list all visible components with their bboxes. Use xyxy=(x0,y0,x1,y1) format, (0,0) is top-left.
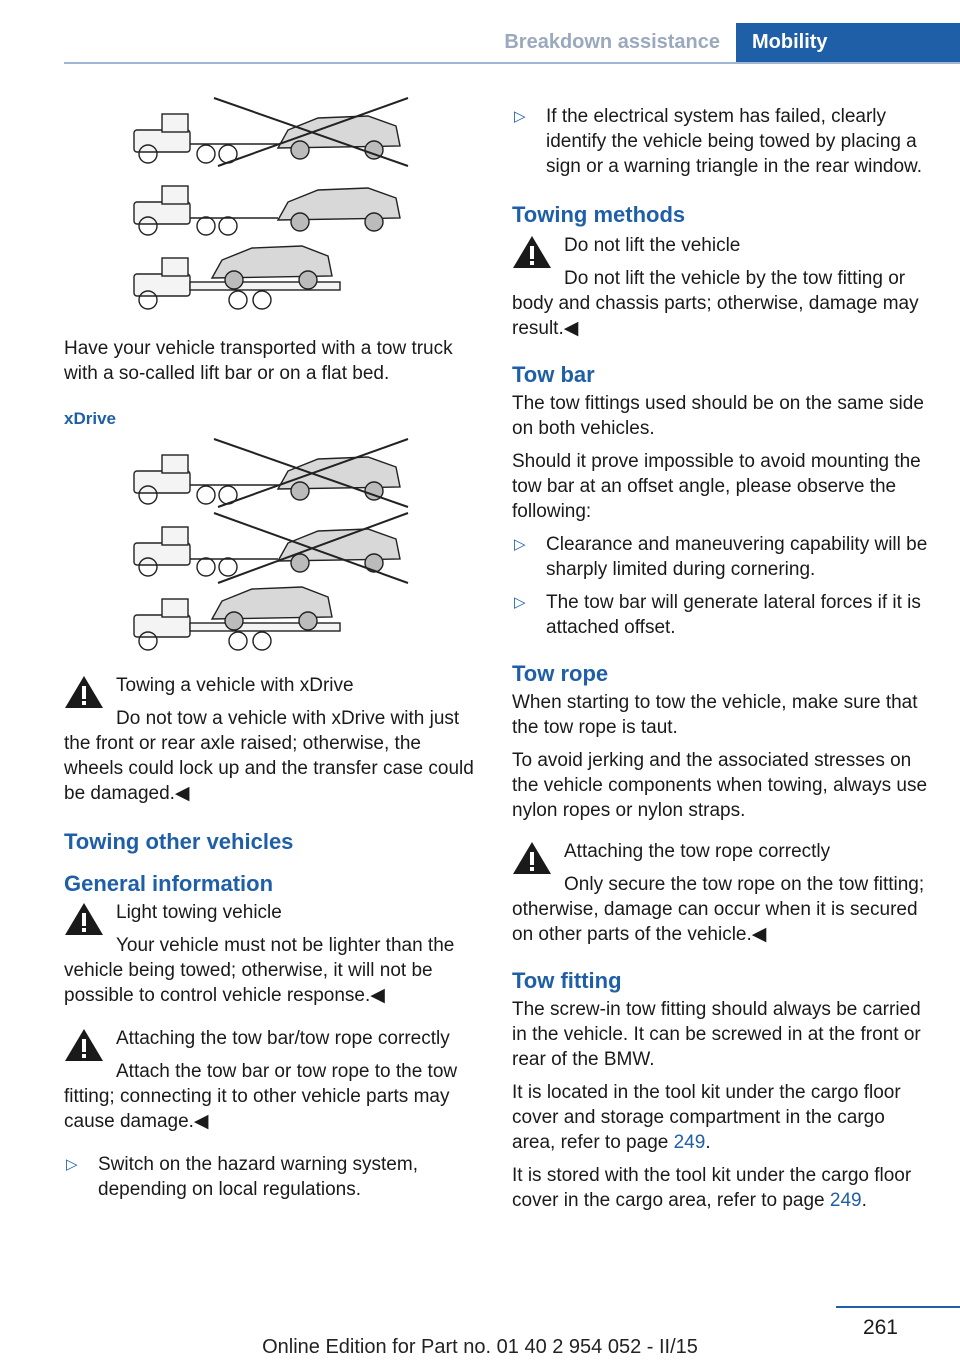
xdrive-warning xyxy=(64,673,482,806)
xdrive-towing-figure xyxy=(64,437,482,673)
warning-title: Attaching the tow bar/tow rope correctly xyxy=(116,1028,450,1049)
light-towing-warning xyxy=(64,900,482,1008)
list-item xyxy=(512,532,930,582)
tow-fitting-paragraph xyxy=(512,1163,930,1213)
warning-body: Attach the tow bar or tow rope to the tow fitting; connecting it to other vehicle parts may cause damage.◀ xyxy=(64,1061,458,1132)
tow-truck-illustration xyxy=(128,96,418,328)
page-reference-link[interactable]: 249 xyxy=(829,1190,862,1211)
warning-triangle-icon xyxy=(512,841,552,875)
warning-body: Do not tow a vehicle with xDrive with just the front or rear axle raised; otherwise, the wheels could lock up and the transfer case could be damaged.◀ xyxy=(64,708,474,804)
warning-title: Light towing vehicle xyxy=(116,902,282,923)
tow-bar-attach-warning xyxy=(64,1026,482,1134)
section-label[interactable]: Breakdown assistance xyxy=(488,23,736,62)
page-reference-link[interactable]: 249 xyxy=(673,1132,706,1153)
warning-body: Only secure the tow rope on the tow fitting; otherwise, damage can occur when it is secured on other parts of the vehicle.◀ xyxy=(512,874,925,945)
bullet-triangle-icon: ▷ xyxy=(514,108,526,125)
warning-title: Attaching the tow rope correctly xyxy=(564,841,831,862)
list-item xyxy=(64,1152,482,1202)
page-header xyxy=(0,0,960,62)
page-number: 261 xyxy=(862,1316,898,1339)
list-item xyxy=(512,590,930,640)
tow-rope-paragraph: To avoid jerking and the associated stresses on the vehicle components when towing, always use nylon ropes or nylon straps. xyxy=(512,750,928,821)
tow-fitting-paragraph xyxy=(512,1080,930,1155)
warning-title: Towing a vehicle with xDrive xyxy=(116,675,354,696)
tow-rope-heading: Tow rope xyxy=(512,661,609,686)
paragraph-text: It is stored with the tool kit under the cargo floor cover in the cargo area, refer to page xyxy=(512,1165,912,1211)
warning-title: Do not lift the vehicle xyxy=(564,235,741,256)
general-information-heading: General information xyxy=(64,871,274,896)
warning-triangle-icon xyxy=(64,902,104,936)
bullet-triangle-icon: ▷ xyxy=(514,536,526,553)
bullet-triangle-icon: ▷ xyxy=(514,594,526,611)
tow-bar-paragraph: The tow fittings used should be on the same side on both vehicles. xyxy=(512,393,924,439)
towing-other-vehicles-heading: Towing other vehicles xyxy=(64,829,294,854)
warning-body: Do not lift the vehicle by the tow fitting or body and chassis parts; otherwise, damage may result.◀ xyxy=(512,268,919,339)
bullet-text: Switch on the hazard warning system, depending on local regulations. xyxy=(98,1154,418,1200)
bullet-text: The tow bar will generate lateral forces if it is attached offset. xyxy=(546,592,921,638)
bullet-triangle-icon: ▷ xyxy=(66,1156,78,1173)
towing-methods-heading: Towing methods xyxy=(512,202,686,227)
xdrive-tow-illustration xyxy=(128,437,418,669)
xdrive-heading: xDrive xyxy=(64,409,116,428)
right-column xyxy=(512,104,930,1221)
tow-bar-paragraph: Should it prove impossible to avoid mounting the tow bar at an offset angle, please observe the following: xyxy=(512,451,921,522)
tow-bar-heading: Tow bar xyxy=(512,362,595,387)
bullet-text: If the electrical system has failed, clearly identify the vehicle being towed by placing a sign or a warning triangle in the rear window. xyxy=(546,106,922,177)
tow-rope-attach-warning xyxy=(512,839,930,947)
period: . xyxy=(861,1190,867,1211)
footer-divider xyxy=(836,1306,960,1308)
period: . xyxy=(705,1132,711,1153)
towing-methods-figure xyxy=(64,96,482,332)
left-column xyxy=(64,96,482,1202)
warning-triangle-icon xyxy=(512,235,552,269)
tow-fitting-heading: Tow fitting xyxy=(512,968,622,993)
chapter-tab[interactable]: Mobility xyxy=(736,23,960,62)
paragraph-text: It is located in the tool kit under the cargo floor cover and storage compartment in the cargo area, refer to page xyxy=(512,1082,901,1153)
warning-triangle-icon xyxy=(64,1028,104,1062)
list-item xyxy=(512,104,930,179)
header-divider xyxy=(64,62,960,64)
tow-rope-paragraph: When starting to tow the vehicle, make sure that the tow rope is taut. xyxy=(512,692,918,738)
bullet-text: Clearance and maneuvering capability will be sharply limited during cornering. xyxy=(546,534,928,580)
tow-fitting-paragraph: The screw-in tow fitting should always be carried in the vehicle. It can be screwed in at the front or rear of the BMW. xyxy=(512,999,921,1070)
edition-footer: Online Edition for Part no. 01 40 2 954 052 - II/15 xyxy=(262,1336,698,1358)
warning-body: Your vehicle must not be lighter than the vehicle being towed; otherwise, it will not be possible to control vehicle response.◀ xyxy=(64,935,455,1006)
figure-caption: Have your vehicle transported with a tow truck with a so-called lift bar or on a flat bed. xyxy=(64,338,453,384)
do-not-lift-warning xyxy=(512,233,930,341)
warning-triangle-icon xyxy=(64,675,104,709)
